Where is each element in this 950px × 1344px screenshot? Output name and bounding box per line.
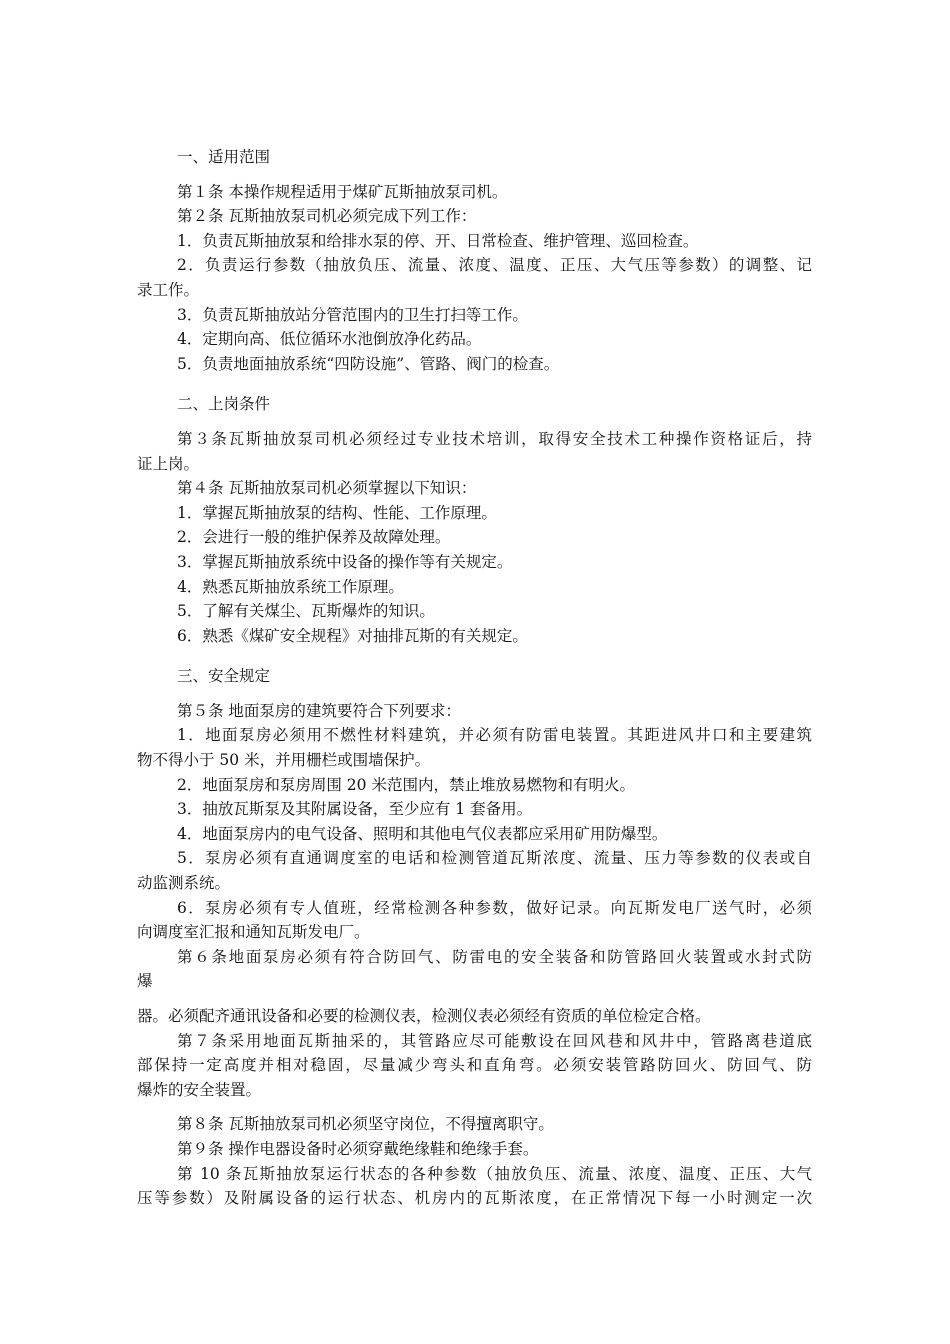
article-10-line-2: 压等参数）及附属设备的运行状态、机房内的瓦斯浓度，在正常情况下每一小时测定一次 [137, 1189, 812, 1208]
s1-item-5: 5．负责地面抽放系统“四防设施”、管路、阀门的检查。 [177, 354, 560, 373]
s1-item-2-line-1: 2．负责运行参数（抽放负压、流量、浓度、温度、正压、大气压等参数）的调整、记 [177, 256, 812, 275]
s3-item-5-line-1: 5．泵房必须有直通调度室的电话和检测管道瓦斯浓度、流量、压力等参数的仪表或自 [177, 849, 812, 868]
article-4: 第４条 瓦斯抽放泵司机必须掌握以下知识： [177, 479, 477, 498]
article-5: 第５条 地面泵房的建筑要符合下列要求： [177, 701, 461, 720]
article-8: 第８条 瓦斯抽放泵司机必须坚守岗位，不得擅离职守。 [177, 1115, 554, 1134]
article-7-line-3: 爆炸的安全装置。 [137, 1080, 262, 1099]
article-7-line-1: 第７条采用地面瓦斯抽采的，其管路应尽可能敷设在回风巷和风井中，管路离巷道底 [177, 1031, 812, 1050]
s3-item-2: 2．地面泵房和泵房周围 20 米范围内，禁止堆放易燃物和有明火。 [177, 775, 635, 794]
article-3-line-2: 证上岗。 [137, 454, 200, 473]
section-heading-qualification: 二、上岗条件 [177, 395, 271, 414]
s3-item-6-line-1: 6．泵房必须有专人值班，经常检测各种参数，做好记录。向瓦斯发电厂送气时，必须 [177, 898, 812, 917]
article-1: 第１条 本操作规程适用于煤矿瓦斯抽放泵司机。 [177, 182, 508, 201]
s2-item-6: 6．熟悉《煤矿安全规程》对抽排瓦斯的有关规定。 [177, 626, 528, 645]
s3-item-1-line-1: 1．地面泵房必须用不燃性材料建筑，并必须有防雷电装置。其距进风井口和主要建筑 [177, 726, 812, 745]
s2-item-2: 2．会进行一般的维护保养及故障处理。 [177, 528, 451, 547]
s3-item-5-line-2: 动监测系统。 [137, 874, 231, 893]
document-body [137, 145, 812, 1211]
s1-item-2-line-2: 录工作。 [137, 280, 200, 299]
section-heading-safety: 三、安全规定 [177, 667, 271, 686]
article-2: 第２条 瓦斯抽放泵司机必须完成下列工作： [177, 207, 477, 226]
article-10-line-1: 第 10 条瓦斯抽放泵运行状态的各种参数（抽放负压、流量、浓度、温度、正压、大气 [177, 1164, 812, 1183]
article-7-line-2: 部保持一定高度并相对稳固，尽量减少弯头和直角弯。必须安装管路防回火、防回气、防 [137, 1056, 812, 1075]
s3-item-6-line-2: 向调度室汇报和通知瓦斯发电厂。 [137, 923, 370, 942]
s1-item-4: 4．定期向高、低位循环水池倒放净化药品。 [177, 330, 482, 349]
section-heading-scope: 一、适用范围 [177, 148, 271, 166]
s3-item-4: 4．地面泵房内的电气设备、照明和其他电气仪表都应采用矿用防爆型。 [177, 824, 668, 843]
s2-item-5: 5．了解有关煤尘、瓦斯爆炸的知识。 [177, 602, 435, 621]
s1-item-1: 1．负责瓦斯抽放泵和给排水泵的停、开、日常检查、维护管理、巡回检查。 [177, 231, 699, 250]
s1-item-3: 3．负责瓦斯抽放站分管范围内的卫生打扫等工作。 [177, 305, 528, 324]
article-3-line-1: 第３条瓦斯抽放泵司机必须经过专业技术培训，取得安全技术工种操作资格证后，持 [177, 429, 812, 448]
article-6-line-3: 器。必须配齐通讯设备和必要的检测仪表，检测仪表必须经有资质的单位检定合格。 [137, 1007, 711, 1025]
s3-item-3: 3．抽放瓦斯泵及其附属设备，至少应有 1 套备用。 [177, 800, 533, 819]
s2-item-1: 1．掌握瓦斯抽放泵的结构、性能、工作原理。 [177, 503, 497, 522]
article-6-line-2: 爆 [137, 972, 153, 991]
s3-item-1-line-2: 物不得小于 50 米，并用栅栏或围墙保护。 [137, 751, 431, 770]
s2-item-3: 3．掌握瓦斯抽放系统中设备的操作等有关规定。 [177, 552, 513, 571]
s2-item-4: 4．熟悉瓦斯抽放系统工作原理。 [177, 577, 404, 596]
article-9: 第９条 操作电器设备时必须穿戴绝缘鞋和绝缘手套。 [177, 1139, 539, 1158]
article-6-line-1: 第６条地面泵房必须有符合防回气、防雷电的安全装备和防管路回火装置或水封式防 [177, 947, 812, 966]
